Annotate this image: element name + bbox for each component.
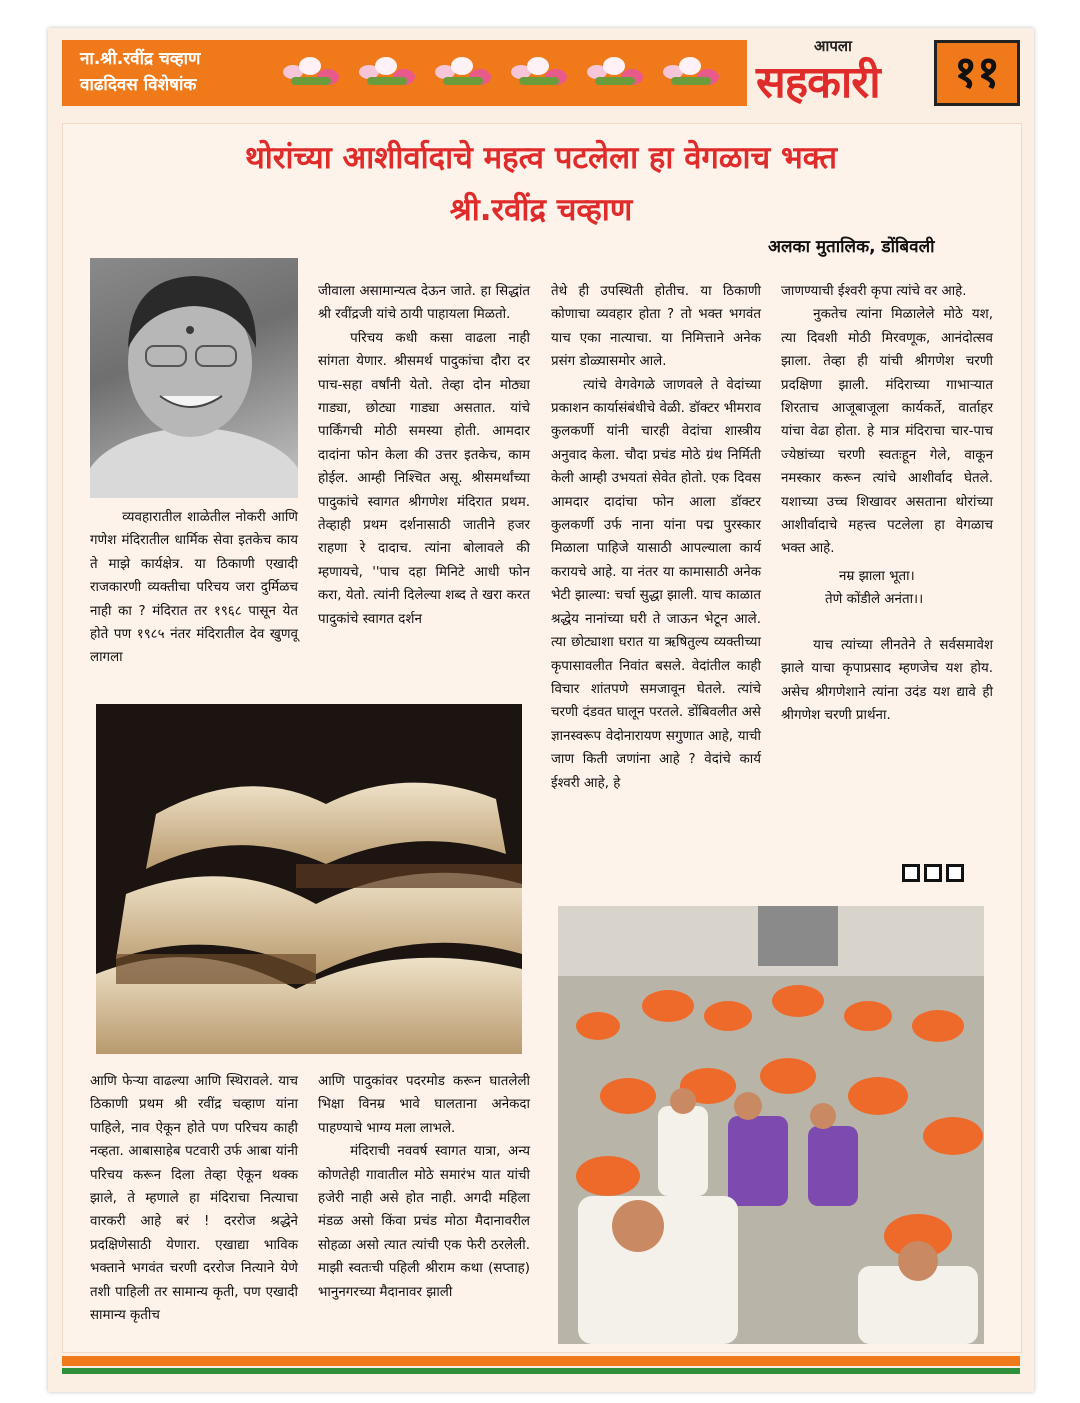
column-4 (781, 280, 993, 727)
flower-icon (657, 51, 727, 95)
page-number: ११ (954, 47, 1000, 98)
footer-green-stripe (62, 1368, 1020, 1374)
header-line2: वाढदिवस विशेषांक (80, 75, 197, 95)
magazine-page (48, 28, 1034, 1392)
magazine-logo (756, 36, 926, 108)
paragraph: जाणण्याची ईश्वरी कृपा त्यांचे वर आहे. (781, 284, 967, 299)
author-byline: अलका मुतालिक, डोंबिवली (768, 237, 935, 257)
author-portrait-photo (90, 258, 298, 498)
footer-orange-stripe (62, 1356, 1020, 1366)
verse-line: तेणे कोंडीले अनंता।। (825, 592, 924, 608)
column-1-bottom (90, 1070, 298, 1327)
flower-decoration (277, 48, 737, 98)
paragraph: त्यांचे वेगवेगळे जाणवले ते वेदांच्या प्रकाशन कार्यासंबंधीचे वेळी. डॉक्टर भीमराव कुलकर्णी यांनी चारही वेदांचा शास्त्रीय अनुवाद केला. चौदा प्रचंड मोठे ग्रंथ निर्मिती केली आम्ही उभयतां सेवेत होतो. एक दिवस आमदार दादांचा फोन आला डॉक्टर कुलकर्णी उर्फ नाना यांना पद्म पुरस्कार मिळाला पाहिजे यासाठी आपल्याला कार्य करायचे आहे. या नंतर या कामासाठी अनेक भेटी झाल्या: चर्चा सुद्धा झाली. याच काळात श्रद्धेय नानांच्या घरी ते जाऊन भेटून आले. त्या छोट्याशा घरात या ऋषितुल्य व्यक्तीच्या कृपासावलीत निवांत बसले. वेदांतील काही विचार शांतपणे समजावून घेतले. त्यांचे चरणी दंडवत घालून परतले. डोंबिवलीत असे ज्ञानस्वरूप वेदोनारायण सगुणात आहे, याची जाण किती जणांना आहे ? वेदांचे कार्य ईश्वरी आहे, हे (551, 377, 761, 791)
article-title-line2: श्री.रवींद्र चव्हाण (449, 192, 633, 228)
paragraph: व्यवहारातील शाळेतील नोकरी आणि गणेश मंदिरातील धार्मिक सेवा इतकेच काय ते माझे कार्यक्षेत्र. या ठिकाणी एखादी राजकारणी व्यक्तीचा परिचय जरा दुर्मिळच नाही का ? मंदिरात तर १९६८ पासून येत होते पण १९८५ नंतर मंदिरातील देव खुणवू लागला (90, 510, 298, 666)
page-number-box (934, 40, 1020, 106)
paragraph: आणि पादुकांवर पदरमोड करून घातलेली भिक्षा विनम्र भावे घालताना अनेकदा पाहण्याचे भाग्य मला लाभले. (318, 1074, 530, 1136)
header-band (62, 40, 747, 106)
square-icon (946, 864, 964, 882)
article-title-line1: थोरांच्या आशीर्वादाचे महत्व पटलेला हा वेगळाच भक्त (244, 140, 838, 176)
procession-photo (558, 906, 984, 1344)
header-line1: ना.श्री.रवींद्र चव्हाण (80, 49, 201, 69)
paragraph: तेथे ही उपस्थिती होतीच. या ठिकाणी कोणाचा व्यवहार होता ? तो भक्त भगवंत याच एका नात्याचा. या निमित्ताने अनेक प्रसंग डोळ्यासमोर आले. (551, 284, 761, 370)
paragraph: जीवाला असामान्यत्व देऊन जाते. हा सिद्धांत श्री रवींद्रजी यांचे ठायी पाहायला मिळतो. (318, 284, 530, 323)
column-3 (551, 280, 761, 795)
magazine-logo-main: सहकारी (756, 57, 880, 108)
flower-icon (505, 51, 575, 95)
magazine-logo-top: आपला (814, 37, 852, 55)
flower-icon (581, 51, 651, 95)
square-icon (902, 864, 920, 882)
books-photo (96, 704, 522, 1054)
header-text (80, 46, 200, 98)
paragraph: आणि फेऱ्या वाढल्या आणि स्थिरावले. याच ठिकाणी प्रथम श्री रवींद्र चव्हाण यांना पाहिले, नाव ऐकून होते पण परिचय काही नव्हता. आबासाहेब पटवारी उर्फ आबा यांनी परिचय करून दिला तेव्हा ऐकून थक्क झाले, ते म्हणाले हा मंदिराचा नित्याचा वारकरी आहे बरं ! दररोज श्रद्धेने प्रदक्षिणेसाठी येणारा. एखाद्या भाविक भक्ताने भगवंत चरणी दररोज नित्याने येणे तशी पाहिली तर सामान्य कृती, पण एखादी सामान्य कृतीच (90, 1074, 298, 1324)
column-2-bottom (318, 1070, 530, 1304)
column-1-top (90, 506, 298, 670)
verse-line: नम्र झाला भूता। (839, 568, 915, 584)
flower-icon (429, 51, 499, 95)
end-marks (902, 864, 964, 882)
paragraph: याच त्यांच्या लीनतेने ते सर्वसमावेश झाले याचा कृपाप्रसाद म्हणजेच यश होय. असेच श्रीगणेशाने त्यांना उदंड यश द्यावे ही श्रीगणेश चरणी प्रार्थना. (781, 637, 993, 723)
paragraph: मंदिराची नववर्ष स्वागत यात्रा, अन्य कोणतेही गावातील मोठे समारंभ यात यांची हजेरी नाही असे होत नाही. अगदी महिला मंडळ असो किंवा प्रचंड मोठा मैदानावरील सोहळा असो त्यात त्यांची एक फेरी ठरलेली. माझी स्वतःची पहिली श्रीराम कथा (सप्ताह) भानुनगरच्या मैदानावर झाली (318, 1144, 530, 1300)
paragraph: परिचय कधी कसा वाढला नाही सांगता येणार. श्रीसमर्थ पादुकांचा दौरा दर पाच-सहा वर्षांनी येतो. तेव्हा दोन मोठ्या गाड्या, छोट्या गाड्या असतात. यांचे पार्किंगची मोठी समस्या होती. आमदार दादांना फोन केला की उत्तर इतकेच, काम होईल. आम्ही निश्चित असू. श्रीसमर्थांच्या पादुकांचे स्वागत श्रीगणेश मंदिरात प्रथम. तेव्हाही प्रथम दर्शनासाठी जातीने हजर राहणा रे दादाच. त्यांना बोलावले की म्हणायचे, ''पाच दहा मिनिटे आधी फोन करा, येतो. त्यांनी दिलेल्या शब्द ते खरा करत पादुकांचे स्वागत दर्शन (318, 330, 530, 627)
flower-icon (277, 51, 347, 95)
paragraph: नुकतेच त्यांना मिळालेले मोठे यश, त्या दिवशी मोठी मिरवणूक, आनंदोत्सव झाला. तेव्हा ही यांची श्रीगणेश चरणी प्रदक्षिणा झाली. मंदिराच्या गाभाऱ्यात शिरताच आजूबाजूला कार्यकर्ते, वार्ताहर यांचा वेढा होता. हे मात्र मंदिराचा चार-पाच ज्येष्ठांच्या चरणी स्वतःहून गेले, वाकून नमस्कार करून त्यांचे आशीर्वाद घेतले. यशाच्या उच्च शिखावर असताना थोरांच्या आशीर्वादाचे महत्त्व पटलेला हा वेगळाच भक्त आहे. (781, 307, 993, 557)
flower-icon (353, 51, 423, 95)
column-2-top (318, 280, 530, 631)
square-icon (924, 864, 942, 882)
